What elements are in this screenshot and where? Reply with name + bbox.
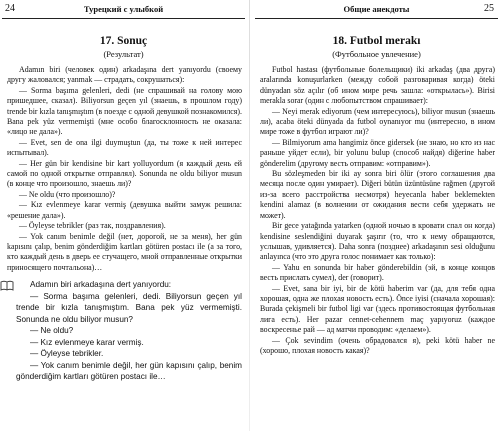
paragraph: — Öyleyse tebrikler (раз так, поздравления).	[19, 221, 166, 231]
paragraph: — Ne oldu?	[30, 326, 74, 336]
paragraph: — Kız evlenmeye karar vermiş.	[30, 337, 144, 347]
left-page-header	[2, 0, 245, 19]
paragraph: — Çok sevindim (очень обрадовался я), peki kötü haber ne (хорошо, плохая новость какая)?	[260, 335, 495, 355]
paragraph: — Ne oldu (что произошло)?	[19, 189, 116, 199]
right-annotated-text	[255, 65, 498, 356]
paragraph: — Bilmiyorum ama hangimiz önce gidersek (не знаю, но кто из нас раньше уйдет если), bir yolunu bulup (способ найдя) diğerine haber gönderelim (другому весть отправим: «отправим»).	[260, 137, 495, 168]
left-plain-text-block	[2, 279, 245, 383]
paragraph: — Evet, sen de ona ilgi duymuştun (да, ты тоже к ней интерес испытывал).	[7, 137, 242, 158]
paragraph: — Öyleyse tebrikler.	[30, 349, 104, 359]
right-page-header	[255, 0, 498, 19]
right-story-title: 18. Futbol merakı	[332, 35, 421, 47]
paragraph: — Her gün bir kendisine bir kart yolluyordum (я каждый день ей самой по одной открытке отправлял). Sonunda ne oldu biliyor musun (в конце что произошло, знаешь ли)?	[7, 158, 242, 189]
page-gutter	[249, 0, 250, 431]
open-book-icon	[0, 280, 14, 291]
left-page-number: 24	[5, 3, 15, 14]
paragraph: — Evet, sana bir iyi, bir de kötü haberim var (да, для тебя одна хорошая, одна же плохая новость есть). Önce iyisi (сначала хорошая): Burada çekişmeli bir futbol ligi var (здесь противостоящая футбольная лига есть). Her pazar cennet-cehennem maç yapıyoruz (каждое воскресенье рай — ад матчи проводим: «делаем»).	[260, 283, 495, 335]
paragraph: Futbol hastası (футбольные болельщики) iki arkadaş (два друга) aralarında konuşurlarken (между собой разговаривая когда) öteki dünyadan söz açılır (об ином мире речь зашла: «открылась»). Birisi merakla sorar (один с любопытством спрашивает):	[260, 65, 495, 106]
left-plain-text	[2, 279, 245, 383]
right-page	[255, 0, 498, 431]
paragraph: — Sorma başıma gelenleri, dedi. Biliyorsun geçen yıl trende bir kızla tanışmıştım. Bana pek yüz vermemişti. Sonunda ne oldu biliyor musun?	[16, 291, 242, 324]
left-page	[2, 0, 245, 431]
paragraph: — Neyi merak ediyorum (чем интересуюсь), biliyor musun (знаешь ли), acaba öteki dünyada da futbol oynanıyor mu (интересно, в ином мире тоже в футбол играют ли)?	[260, 106, 495, 137]
left-story-title: 17. Sonuç	[99, 35, 148, 47]
paragraph: — Yahu en sonunda bir haber gönderebildin (эй, в конце концов весть прислать сумел), der (говорит).	[260, 262, 495, 283]
right-story-subtitle: (Футбольное увлечение)	[332, 49, 421, 59]
paragraph: Adamın biri arkadaşına dert yanıyordu:	[30, 280, 172, 290]
paragraph: — Sorma başıma gelenleri, dedi (не спрашивай на голову мою пришедшее, сказал). Biliyorsun geçen yıl (знаешь, в прошлом году) trende bir kızla tanışmıştım (в поезде с одной девушкой познакомился). Bana pek yüz vermemişti (мне особо благосклонность не оказала: «лицо не дала»).	[7, 85, 242, 137]
right-page-number: 25	[484, 3, 494, 14]
left-story-subtitle: (Результат)	[103, 49, 144, 59]
paragraph: — Yok canım benimle değil, her gün kapısını çalıp, benim gönderdiğim kartları götüren postacı ile…	[16, 360, 242, 382]
right-running-head: Общие анекдоты	[343, 4, 410, 14]
paragraph: Bir gece yatağında yatarken (одной ночью в кровати спал он когда) kendisine seslendiğini duyarak şaşırır (то, что к нему обращаются, услышав, удивляется). Daha sonra (позднее) arkadaşının sesi olduğunu anlayınca (что это друга голос понимает как только):	[260, 221, 495, 262]
paragraph: — Yok canım benimle değil (нет, дорогой, не за меня), her gün kapısını çalıp, benim gönderdiğim kartları götüren postacı ile (а за того, кто каждый день в дверь ее стучащего, мной отправленные открытки приносящего почтальона)…	[7, 231, 242, 272]
left-annotated-text	[2, 65, 245, 273]
paragraph: Adamın biri (человек один) arkadaşına dert yanıyordu (своему другу жаловался; yanmak — страдать, сокрушаться):	[7, 65, 242, 85]
paragraph: Bu sözleşmeden bir iki ay sonra biri ölür (этого соглашения два месяца после один умирает). Diğeri bütün üzüntüsüne rağmen (другой из-за всего расстройства несмотря) heyecanla haber beklemekten kendini alamaz (в волнении от ожидания вести себя удержать не может).	[260, 169, 495, 220]
left-running-head: Турецкий с улыбкой	[83, 4, 164, 14]
paragraph: — Kız evlenmeye karar vermiş (девушка выйти замуж решила: «решение дала»).	[7, 200, 242, 220]
